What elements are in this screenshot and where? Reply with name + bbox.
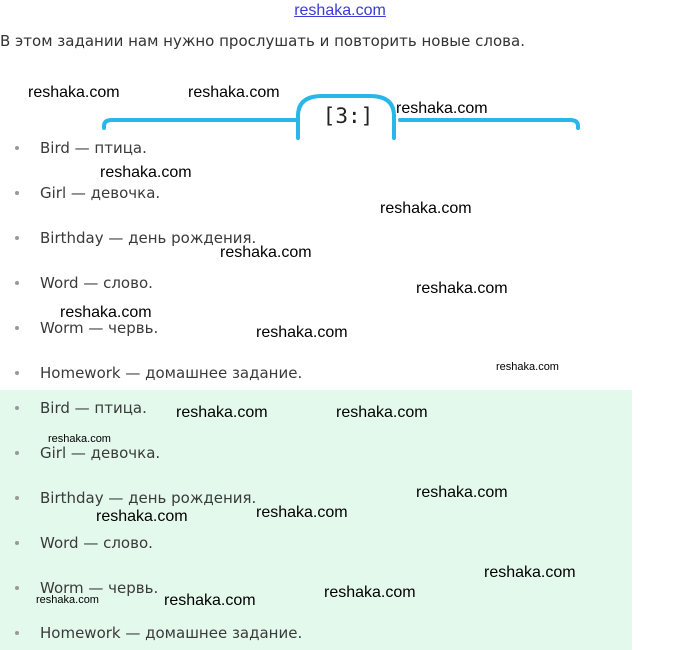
watermark: reshaka.com	[396, 100, 488, 117]
watermark: reshaka.com	[256, 504, 348, 521]
watermark: reshaka.com	[496, 361, 559, 373]
watermark: reshaka.com	[188, 84, 280, 101]
watermark: reshaka.com	[36, 594, 99, 606]
watermark: reshaka.com	[60, 304, 152, 321]
phonetic-banner	[100, 86, 584, 146]
watermark: reshaka.com	[48, 433, 111, 445]
watermark: reshaka.com	[256, 324, 348, 341]
site-link[interactable]: reshaka.com	[294, 2, 386, 19]
watermark: reshaka.com	[484, 564, 576, 581]
phonetic-label: [3:]	[322, 104, 374, 128]
watermark: reshaka.com	[336, 404, 428, 421]
watermark: reshaka.com	[176, 404, 268, 421]
task-intro: В этом задании нам нужно прослушать и повторить новые слова.	[0, 32, 525, 50]
watermark: reshaka.com	[416, 280, 508, 297]
watermark: reshaka.com	[324, 584, 416, 601]
watermark: reshaka.com	[164, 592, 256, 609]
watermark: reshaka.com	[220, 244, 312, 261]
watermark: reshaka.com	[100, 164, 192, 181]
watermark: reshaka.com	[28, 84, 120, 101]
watermark: reshaka.com	[96, 508, 188, 525]
watermark: reshaka.com	[416, 484, 508, 501]
watermark: reshaka.com	[380, 200, 472, 217]
